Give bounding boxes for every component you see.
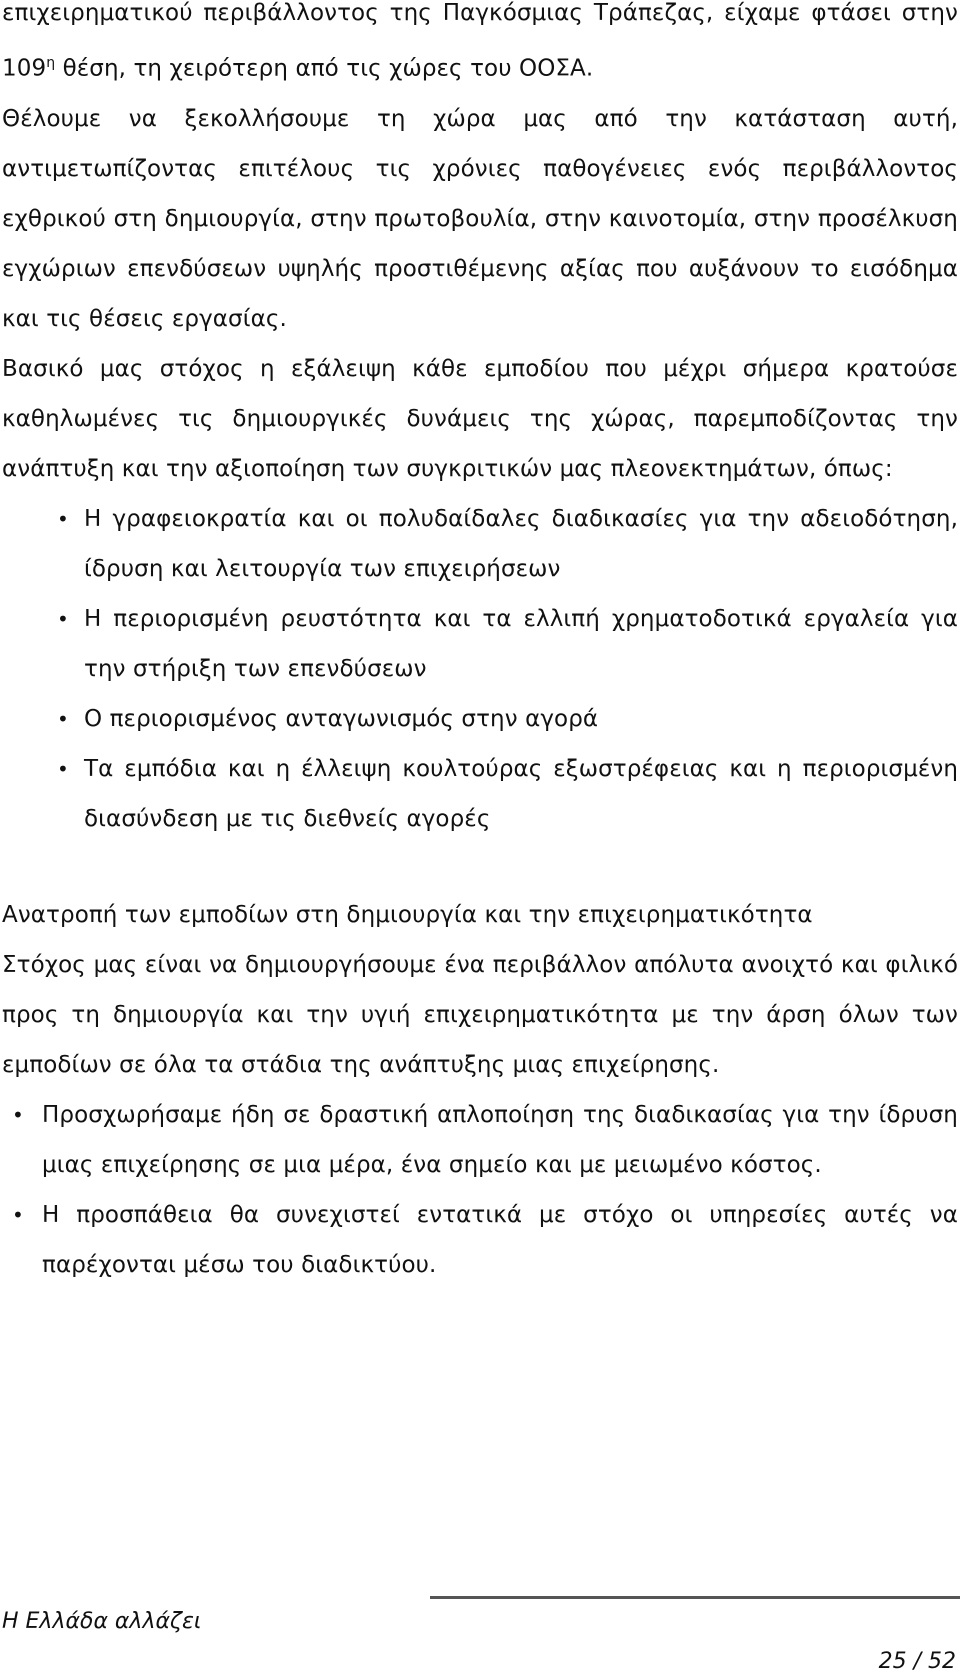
bullet-icon: • xyxy=(57,706,69,731)
list-item: • Τα εμπόδια και η έλλειψη κουλτούρας εξωστρέφειας και η περιορισμένη διασύνδεση με τις διεθνείς αγορές xyxy=(2,744,958,844)
section-heading: Ανατροπή των εμποδίων στη δημιουργία και την επιχειρηματικότητα xyxy=(2,901,813,928)
bullet-icon: • xyxy=(57,756,69,781)
list-item: • Ο περιορισμένος ανταγωνισμός στην αγορά xyxy=(2,694,958,744)
paragraph-main-target: Βασικό μας στόχος η εξάλειψη κάθε εμποδίου που μέχρι σήμερα κρατούσε καθηλωμένες τις δημιουργικές δυνάμεις της χώρας, παρεμποδίζοντας την ανάπτυξη και την αξιοποίηση των συγκριτικών μας πλεονεκτημάτων, όπως: xyxy=(2,355,958,482)
list-item: • Προσχωρήσαμε ήδη σε δραστική απλοποίηση της διαδικασίας για την ίδρυση μιας επιχείρησης σε μια μέρα, ένα σημείο και με μειωμένο κόστος. xyxy=(2,1090,958,1190)
document-body xyxy=(2,0,958,1290)
actions-list xyxy=(2,1090,958,1290)
bullet-icon: • xyxy=(12,1202,24,1227)
paragraph-ranking: επιχειρηματικού περιβάλλοντος της Παγκόσμιας Τράπεζας, είχαμε φτάσει στην $109^\eta$ θέση, τη χειρότερη από τις χώρες του ΟΟΣΑ. xyxy=(2,0,958,82)
footer-title: Η Ελλάδα αλλάζει xyxy=(2,1609,202,1634)
bullet-icon: • xyxy=(57,606,69,631)
list-item: • Η γραφειοκρατία και οι πολυδαίδαλες διαδικασίες για την αδειοδότηση, ίδρυση και λειτουργία των επιχειρήσεων xyxy=(2,494,958,594)
paragraph-section-intro: Στόχος μας είναι να δημιουργήσουμε ένα περιβάλλον απόλυτα ανοιχτό και φιλικό προς τη δημιουργία και την υγιή επιχειρηματικότητα με την άρση όλων των εμποδίων σε όλα τα στάδια της ανάπτυξης μιας επιχείρησης. xyxy=(2,951,958,1078)
page-number: 25 / 52 xyxy=(878,1649,956,1674)
list-item: • Η προσπάθεια θα συνεχιστεί εντατικά με στόχο οι υπηρεσίες αυτές να παρέχονται μέσω του διαδικτύου. xyxy=(2,1190,958,1290)
superscript: η xyxy=(46,55,56,71)
paragraph-goal: Θέλουμε να ξεκολλήσουμε τη χώρα μας από την κατάσταση αυτή, αντιμετωπίζοντας επιτέλους τις χρόνιες παθογένειες ενός περιβάλλοντος εχθρικού στη δημιουργία, στην πρωτοβουλία, στην καινοτομία, στην προσέλκυση εγχώριων επενδύσεων υψηλής προστιθέμενης αξίας που αυξάνουν το εισόδημα και τις θέσεις εργασίας. xyxy=(2,105,958,332)
list-item: • Η περιορισμένη ρευστότητα και τα ελλιπή χρηματοδοτικά εργαλεία για την στήριξη των επενδύσεων xyxy=(2,594,958,694)
footer-divider xyxy=(430,1596,960,1599)
obstacles-list xyxy=(2,494,958,844)
bullet-icon: • xyxy=(12,1102,24,1127)
bullet-icon: • xyxy=(57,506,69,531)
spacer xyxy=(2,844,958,890)
page-footer xyxy=(0,1596,960,1674)
